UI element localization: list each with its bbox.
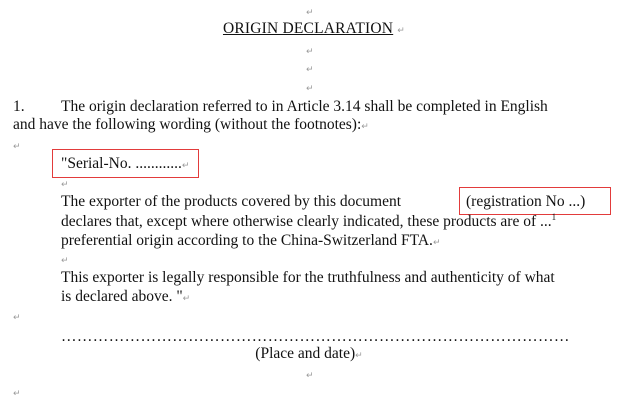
footnote-ref: 1 <box>551 212 557 222</box>
paragraph-mark: ↵ <box>13 389 21 399</box>
paragraph-mark: ↵ <box>306 84 314 94</box>
paragraph-mark: ↵ <box>306 47 314 57</box>
paragraph-mark: ↵ <box>181 161 190 171</box>
paragraph-1-text-2: and have the following wording (without the footnotes): <box>13 116 362 133</box>
paragraph-mark: ↵ <box>432 238 441 248</box>
paragraph-mark: ↵ <box>361 122 369 132</box>
paragraph-1-line-2 <box>13 116 369 134</box>
paragraph-mark: ↵ <box>13 142 21 152</box>
paragraph-mark: ↵ <box>397 26 406 36</box>
paragraph-1-text-1: The origin declaration referred to in Article 3.14 shall be completed in English <box>61 98 548 115</box>
declaration-line-2 <box>61 212 556 231</box>
responsibility-line-1: This exporter is legally responsible for the truthfulness and authenticity of what <box>61 269 555 286</box>
declaration-line-1 <box>61 193 401 211</box>
paragraph-mark: ↵ <box>61 256 69 266</box>
paragraph-mark: ↵ <box>61 180 69 190</box>
serial-number-line <box>61 155 189 173</box>
paragraph-mark: ↵ <box>306 371 314 381</box>
paragraph-mark: ↵ <box>182 294 191 304</box>
serial-number-text: "Serial-No. ............ <box>61 155 182 172</box>
paragraph-mark: ↵ <box>306 65 314 75</box>
paragraph-number: 1. <box>13 98 25 115</box>
responsibility-text-2: is declared above. " <box>61 288 183 305</box>
paragraph-mark: ↵ <box>355 351 363 361</box>
paragraph-mark: ↵ <box>306 8 314 18</box>
responsibility-line-2 <box>61 288 190 306</box>
registration-number: (registration No ...) <box>466 193 586 210</box>
declaration-line-3 <box>61 232 440 250</box>
place-and-date <box>0 345 618 363</box>
signature-dotted-line: …………………………………………………………………………………… <box>61 328 570 345</box>
declaration-text-2: declares that, except where otherwise clearly indicated, these products are of ... <box>61 213 552 231</box>
place-and-date-text: (Place and date) <box>255 345 356 362</box>
declaration-text-3: preferential origin according to the China-Switzerland FTA. <box>61 232 433 249</box>
declaration-text-1: The exporter of the products covered by this document <box>61 193 402 210</box>
paragraph-1-line-1 <box>13 98 601 116</box>
title-text: ORIGIN DECLARATION <box>222 20 394 37</box>
document-title <box>0 20 628 38</box>
paragraph-mark: ↵ <box>13 313 21 323</box>
